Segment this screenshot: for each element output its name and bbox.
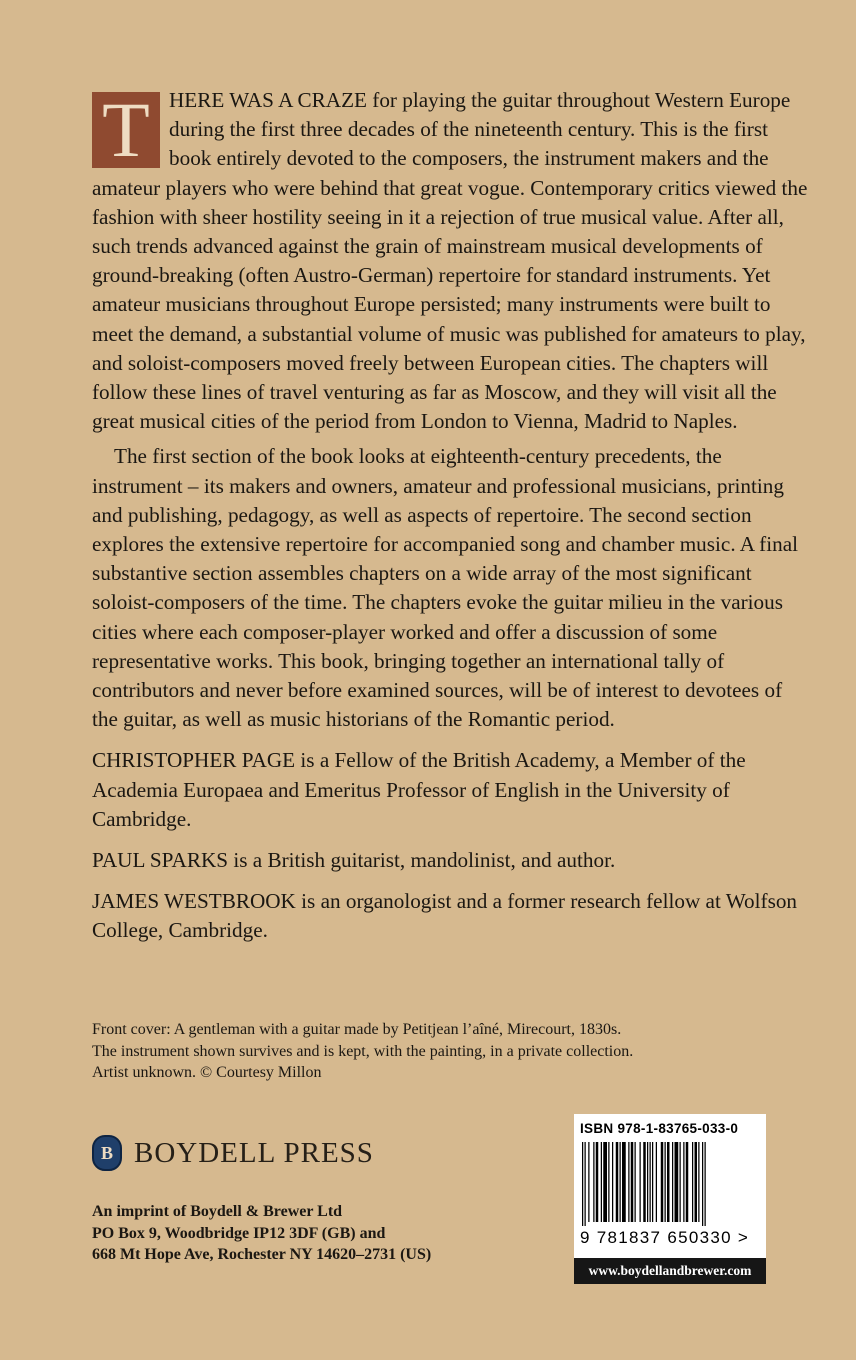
credit-line: Front cover: A gentleman with a guitar made by Petitjean l’aîné, Mirecourt, 1830s. bbox=[92, 1021, 622, 1038]
barcode-bar bbox=[652, 1142, 653, 1222]
imprint-line: An imprint of Boydell & Brewer Ltd bbox=[92, 1203, 343, 1220]
barcode-bar bbox=[620, 1142, 621, 1222]
barcode-bar bbox=[698, 1142, 699, 1222]
barcode-bar bbox=[672, 1142, 673, 1222]
author-bio-westbrook: JAMES WESTBROOK is an organologist and a former research fellow at Wolfson College, Cambridge. bbox=[92, 889, 798, 943]
imprint-address bbox=[92, 1201, 431, 1266]
cover-blurb bbox=[92, 86, 808, 946]
drop-cap: T bbox=[92, 92, 160, 168]
barcode-bar bbox=[705, 1142, 706, 1226]
isbn-barcode-block bbox=[574, 1114, 766, 1284]
author-bio-sparks: PAUL SPARKS is a British guitarist, mandolinist, and author. bbox=[92, 848, 616, 873]
publisher-brand bbox=[92, 1135, 374, 1171]
barcode-bar bbox=[650, 1142, 651, 1222]
barcode-bar bbox=[631, 1142, 634, 1222]
credit-line: The instrument shown survives and is kept, with the painting, in a private collection. bbox=[92, 1042, 634, 1060]
credit-line: Artist unknown. © Courtesy Millon bbox=[92, 1064, 322, 1081]
blurb-paragraph-1 bbox=[92, 86, 808, 436]
boydell-logo-icon bbox=[92, 1135, 122, 1171]
barcode-bar bbox=[635, 1142, 636, 1222]
cover-credits bbox=[92, 1019, 808, 1084]
barcode-bar bbox=[667, 1142, 670, 1222]
barcode-bar bbox=[686, 1142, 689, 1222]
barcode-bar bbox=[665, 1142, 666, 1222]
author-bio-page: CHRISTOPHER PAGE is a Fellow of the British Academy, a Member of the Academia Europaea and Emeritus Professor of English in the University of Cambridge. bbox=[92, 748, 746, 831]
barcode-bar bbox=[647, 1142, 648, 1222]
publisher-website: www.boydellandbrewer.com bbox=[574, 1258, 766, 1284]
barcode-bar bbox=[656, 1142, 657, 1222]
blurb-paragraph-1-text: HERE WAS A CRAZE for playing the guitar throughout Western Europe during the first three decades of the nineteenth century. This is the first book entirely devoted to the composers, the instrument makers and the amateur players who were behind that great vogue. Contemporary critics viewed the fashion with sheer hostility seeing in it a rejection of true musical value. After all, such trends advanced against the grain of mainstream musical developments of ground-breaking (often Austro-German) repertoire for standard instruments. Yet amateur musicians throughout Europe persisted; many instruments were built to meet the demand, a substantial volume of music was published for amateurs to play, and soloist-composers moved freely between European cities. The chapters will follow these lines of travel venturing as far as Moscow, and they will visit all the great musical cities of the period from London to Vienna, Madrid to Naples. bbox=[92, 88, 808, 434]
blurb-paragraph-2: The first section of the book looks at eighteenth-century precedents, the instrument – its makers and owners, amateur and professional musicians, printing and publishing, pedagogy, as well as aspects of repertoire. The second section explores the extensive repertoire for accompanied song and chamber music. A final substantive section assembles chapters on a wide array of the most significant soloist-composers of the time. The chapters evoke the guitar milieu in the various cities where each composer-player worked and offer a discussion of some representative works. This book, bringing together an international tally of contributors and never before examined sources, will be of interest to devotees of the guitar, as well as music historians of the Romantic period. bbox=[92, 444, 798, 732]
imprint-line: PO Box 9, Woodbridge IP12 3DF (GB) and bbox=[92, 1224, 386, 1242]
barcode-bar bbox=[702, 1142, 703, 1226]
barcode-icon bbox=[580, 1142, 760, 1226]
barcode-bar bbox=[593, 1142, 594, 1222]
publisher-name: BOYDELL PRESS bbox=[134, 1136, 374, 1169]
barcode-digits: 9 781837 650330 > bbox=[580, 1228, 750, 1247]
barcode-bar bbox=[588, 1142, 589, 1222]
barcode-bar bbox=[695, 1142, 698, 1222]
imprint-line: 668 Mt Hope Ave, Rochester NY 14620–2731 (US) bbox=[92, 1246, 432, 1263]
barcode-bar bbox=[628, 1142, 629, 1222]
barcode-bar bbox=[640, 1142, 641, 1222]
barcode-bar bbox=[616, 1142, 619, 1222]
barcode-bar bbox=[675, 1142, 679, 1222]
barcode-bar bbox=[683, 1142, 684, 1222]
barcode-bar bbox=[661, 1142, 664, 1222]
barcode-bar bbox=[601, 1142, 602, 1222]
barcode-bar bbox=[596, 1142, 599, 1222]
barcode-bar bbox=[692, 1142, 693, 1222]
barcode-bar bbox=[622, 1142, 626, 1222]
barcode-bar bbox=[582, 1142, 583, 1226]
logo-letter: B bbox=[100, 1142, 113, 1163]
barcode-bar bbox=[643, 1142, 646, 1222]
barcode-bar bbox=[612, 1142, 613, 1222]
barcode-bar bbox=[608, 1142, 609, 1222]
barcode-bar bbox=[603, 1142, 607, 1222]
isbn-label: ISBN 978-1-83765-033-0 bbox=[580, 1121, 739, 1136]
barcode-bar bbox=[680, 1142, 681, 1222]
barcode-bar bbox=[585, 1142, 586, 1226]
